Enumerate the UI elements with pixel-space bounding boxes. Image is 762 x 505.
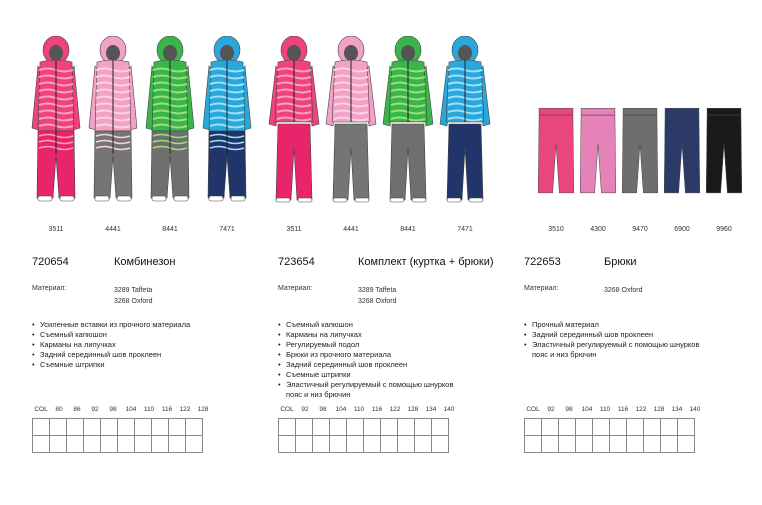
material-label: Материал: [524,285,559,292]
product-color-variant [534,36,578,206]
size-label: 116 [617,406,629,413]
product-color-variant [618,36,662,206]
product-color-variant [268,36,320,206]
feature-item: • Съемный капюшон [278,320,453,330]
product-color-variant [576,36,620,206]
size-grid-cell[interactable] [152,419,169,436]
size-label: COL [280,406,294,413]
product-illustrations [522,36,742,216]
size-label: 80 [55,406,63,413]
size-grid-row [525,436,695,453]
size-label: 128 [197,406,209,413]
size-grid-cell[interactable] [67,436,84,453]
size-label: 134 [671,406,683,413]
size-grid-cell[interactable] [593,436,610,453]
color-code: 3511 [48,226,64,233]
color-code: 3511 [286,226,302,233]
size-label: 116 [161,406,173,413]
material-values [358,285,397,307]
feature-item: • Карманы на липучках [278,330,453,340]
material-item: 3289 Taffeta [114,287,153,294]
size-label: 122 [389,406,401,413]
product-722653 [522,0,742,505]
product-723654 [276,0,494,505]
size-label: 92 [91,406,99,413]
size-grid-cell[interactable] [364,436,381,453]
size-grid-cell[interactable] [542,436,559,453]
feature-item-continued: пояс и низ брючин [532,350,597,359]
size-label: 104 [581,406,593,413]
feature-item: • Задний серединный шов проклеен [32,350,190,360]
feature-item: • Съемные штрипки [278,370,453,380]
size-grid-cell[interactable] [50,419,67,436]
color-code: 9960 [716,226,732,233]
size-label: 110 [143,406,155,413]
size-grid-cell[interactable] [33,419,50,436]
color-code: 9470 [632,226,648,233]
product-color-variant [87,36,139,206]
product-720654 [30,0,260,505]
size-grid-cell[interactable] [296,436,313,453]
size-grid-cell[interactable] [118,419,135,436]
color-code: 7471 [219,226,235,233]
size-grid-cell[interactable] [661,419,678,436]
size-grid [32,418,203,453]
material-item: 3289 Taffeta [358,287,397,294]
size-grid-row [33,419,203,436]
size-label: 110 [599,406,611,413]
size-grid-cell[interactable] [50,436,67,453]
material-values [604,285,643,296]
size-grid-cell[interactable] [644,419,661,436]
size-grid-cell[interactable] [152,436,169,453]
size-grid-cell[interactable] [542,419,559,436]
material-item: 3268 Oxford [358,298,397,305]
article-number: 720654 [32,256,69,268]
feature-item: • Эластичный регулируемый с помощью шнурков [278,380,453,390]
size-label: 104 [125,406,137,413]
product-color-variant [144,36,196,206]
size-grid-row [525,419,695,436]
size-grid-cell[interactable] [186,436,203,453]
product-illustrations [30,36,260,216]
size-grid-cell[interactable] [84,436,101,453]
size-grid-cell[interactable] [381,436,398,453]
size-grid-cell[interactable] [101,419,118,436]
size-grid-cell[interactable] [559,419,576,436]
size-grid-cell[interactable] [330,436,347,453]
size-grid-cell[interactable] [279,419,296,436]
size-grid-cell[interactable] [101,436,118,453]
feature-item: • Задний серединный шов проклеен [524,330,699,340]
product-color-variant [702,36,746,206]
size-grid-cell[interactable] [169,419,186,436]
color-code: 6900 [674,226,690,233]
size-grid-cell[interactable] [610,436,627,453]
size-grid-cell[interactable] [279,436,296,453]
product-title: Брюки [604,256,637,268]
feature-item: • Усиленные вставки из прочного материала [32,320,190,330]
size-grid-row [279,436,449,453]
color-code: 4441 [105,226,121,233]
feature-item: • Карманы на липучках [32,340,190,350]
size-grid-cell[interactable] [525,436,542,453]
size-grid-cell[interactable] [313,436,330,453]
size-label: 98 [319,406,327,413]
color-code: 7471 [457,226,473,233]
size-grid [278,418,449,453]
size-grid-cell[interactable] [84,419,101,436]
size-grid-cell[interactable] [432,436,449,453]
product-title: Комплект (куртка + брюки) [358,256,494,268]
size-grid-cell[interactable] [347,419,364,436]
size-grid-cell[interactable] [347,436,364,453]
size-grid-row [33,436,203,453]
color-code: 4441 [343,226,359,233]
size-grid-cell[interactable] [415,419,432,436]
material-item: 3268 Oxford [604,287,643,294]
size-grid-cell[interactable] [627,419,644,436]
size-grid-cell[interactable] [415,436,432,453]
size-grid-cell[interactable] [678,436,695,453]
size-grid-cell[interactable] [135,436,152,453]
product-color-variant [30,36,82,206]
feature-item: • Брюки из прочного материала [278,350,453,360]
size-label: 122 [635,406,647,413]
product-color-variant [382,36,434,206]
article-number: 722653 [524,256,561,268]
size-label: 140 [689,406,701,413]
size-label: 98 [109,406,117,413]
size-grid-cell[interactable] [559,436,576,453]
size-grid-cell[interactable] [118,436,135,453]
size-grid-cell[interactable] [364,419,381,436]
feature-item: • Задний серединный шов проклеен [278,360,453,370]
color-codes [276,226,476,238]
size-grid-cell[interactable] [169,436,186,453]
size-label: 128 [653,406,665,413]
color-code: 8441 [400,226,416,233]
size-grid-cell[interactable] [313,419,330,436]
size-label: 140 [443,406,455,413]
size-grid-cell[interactable] [67,419,84,436]
size-grid-cell[interactable] [576,436,593,453]
feature-list [524,320,699,360]
color-codes [30,226,260,238]
size-grid-row [279,419,449,436]
feature-item: • Съемный капюшон [32,330,190,340]
material-values [114,285,153,307]
size-grid-cell[interactable] [296,419,313,436]
size-grid-cell[interactable] [186,419,203,436]
size-label: 86 [73,406,81,413]
size-grid-cell[interactable] [330,419,347,436]
feature-item-continued: пояс и низ брючин [286,390,351,399]
size-grid-cell[interactable] [610,419,627,436]
product-color-variant [660,36,704,206]
size-grid-cell[interactable] [432,419,449,436]
size-label: COL [526,406,540,413]
size-label: 122 [179,406,191,413]
product-color-variant [201,36,253,206]
size-grid-cell[interactable] [678,419,695,436]
size-grid-cell[interactable] [135,419,152,436]
material-label: Материал: [32,285,67,292]
size-grid [524,418,695,453]
feature-item: • Регулируемый подол [278,340,453,350]
size-grid-cell[interactable] [398,419,415,436]
size-grid-cell[interactable] [525,419,542,436]
color-codes [522,226,742,238]
feature-item: • Эластичный регулируемый с помощью шнурков [524,340,699,350]
product-illustrations [276,36,476,216]
size-label: COL [34,406,48,413]
article-number: 723654 [278,256,315,268]
size-label: 98 [565,406,573,413]
feature-list [278,320,453,400]
material-item: 3268 Oxford [114,298,153,305]
size-label: 128 [407,406,419,413]
color-code: 3510 [548,226,564,233]
color-code: 4300 [590,226,606,233]
feature-item: • Съемные штрипки [32,360,190,370]
product-color-variant [325,36,377,206]
size-grid-cell[interactable] [381,419,398,436]
size-label: 116 [371,406,383,413]
size-label: 110 [353,406,365,413]
color-code: 8441 [162,226,178,233]
size-label: 92 [547,406,555,413]
product-title: Комбинезон [114,256,176,268]
size-grid-cell[interactable] [644,436,661,453]
size-grid-cell[interactable] [661,436,678,453]
feature-list [32,320,190,370]
feature-item: • Прочный материал [524,320,699,330]
size-label: 134 [425,406,437,413]
size-grid-cell[interactable] [627,436,644,453]
size-label: 104 [335,406,347,413]
size-grid-cell[interactable] [576,419,593,436]
size-grid-cell[interactable] [593,419,610,436]
size-label: 92 [301,406,309,413]
size-grid-cell[interactable] [398,436,415,453]
size-grid-cell[interactable] [33,436,50,453]
material-label: Материал: [278,285,313,292]
product-color-variant [439,36,491,206]
